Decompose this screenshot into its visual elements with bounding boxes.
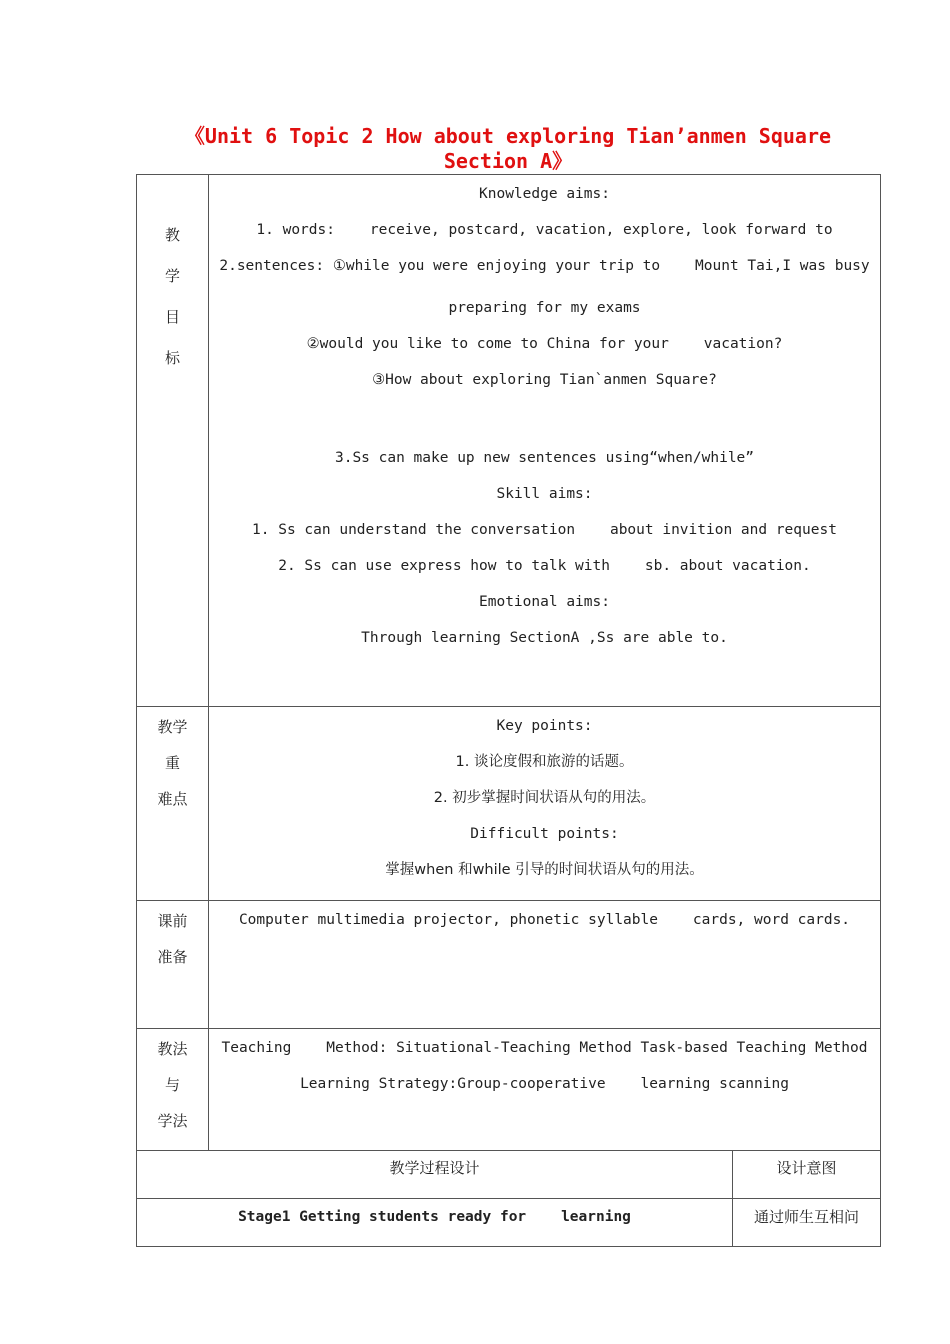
methods-content — [209, 1029, 881, 1151]
methods-label: 教法 与 学法 — [137, 1029, 209, 1151]
title-line-2: Section A》 — [443, 149, 573, 173]
point-3: 3.Ss can make up new sentences using“when/while” — [334, 450, 755, 466]
process-header-row — [137, 1151, 881, 1199]
process-intent-header: 设计意图 — [733, 1151, 881, 1199]
objectives-content — [209, 175, 881, 707]
words-line: 1. words: receive, postcard, vacation, explore, look forward to — [256, 222, 833, 238]
preparation-row — [137, 901, 881, 1029]
key-point-2: 2. 初步掌握时间状语从句的用法。 — [433, 790, 656, 806]
preparation-content — [209, 901, 881, 1029]
difficult-point-1: 掌握when 和while 引导的时间状语从句的用法。 — [385, 862, 704, 878]
sentence-3: ③How about exploring Tian`anmen Square? — [372, 372, 717, 388]
sentences-line: 2.sentences: ①while you were enjoying your trip to Mount Tai,I was busy — [219, 258, 870, 274]
teaching-method: Teaching Method: Situational-Teaching Method Task-based Teaching Method — [221, 1040, 868, 1056]
knowledge-heading: Knowledge aims: — [479, 186, 610, 202]
emotional-1: Through learning SectionA ,Ss are able to. — [361, 630, 728, 646]
lesson-plan-table — [136, 174, 881, 1247]
skill-heading: Skill aims: — [496, 486, 593, 502]
stage1-row — [137, 1199, 881, 1247]
learning-strategy: Learning Strategy:Group-cooperative learning scanning — [300, 1076, 789, 1092]
sentences-line-cont: preparing for my exams — [448, 300, 641, 316]
skill-1: 1. Ss can understand the conversation about invition and request — [252, 522, 837, 538]
skill-2: 2. Ss can use express how to talk with sb. about vacation. — [278, 558, 811, 574]
document-title — [136, 124, 880, 174]
process-design-header: 教学过程设计 — [137, 1151, 733, 1199]
key-points-row — [137, 707, 881, 901]
stage1-intent: 通过师生互相问 — [733, 1199, 881, 1247]
blank-line — [209, 398, 880, 440]
key-points-heading: Key points: — [496, 718, 593, 734]
key-points-label: 教学 重 难点 — [137, 707, 209, 901]
stage1-title: Stage1 Getting students ready for learning — [137, 1199, 733, 1247]
preparation-label: 课前 准备 — [137, 901, 209, 1029]
key-point-1: 1. 谈论度假和旅游的话题。 — [455, 754, 634, 770]
sentence-2: ②would you like to come to China for your vacation? — [306, 336, 783, 352]
difficult-heading: Difficult points: — [470, 826, 619, 842]
preparation-text: Computer multimedia projector, phonetic syllable cards, word cards. — [238, 912, 851, 928]
key-points-content — [209, 707, 881, 901]
objectives-label: 教 学 目 标 — [137, 175, 209, 707]
title-line-1: 《Unit 6 Topic 2 How about exploring Tian’anmen Square — [184, 124, 832, 148]
emotional-heading: Emotional aims: — [479, 594, 610, 610]
objectives-row — [137, 175, 881, 707]
methods-row — [137, 1029, 881, 1151]
